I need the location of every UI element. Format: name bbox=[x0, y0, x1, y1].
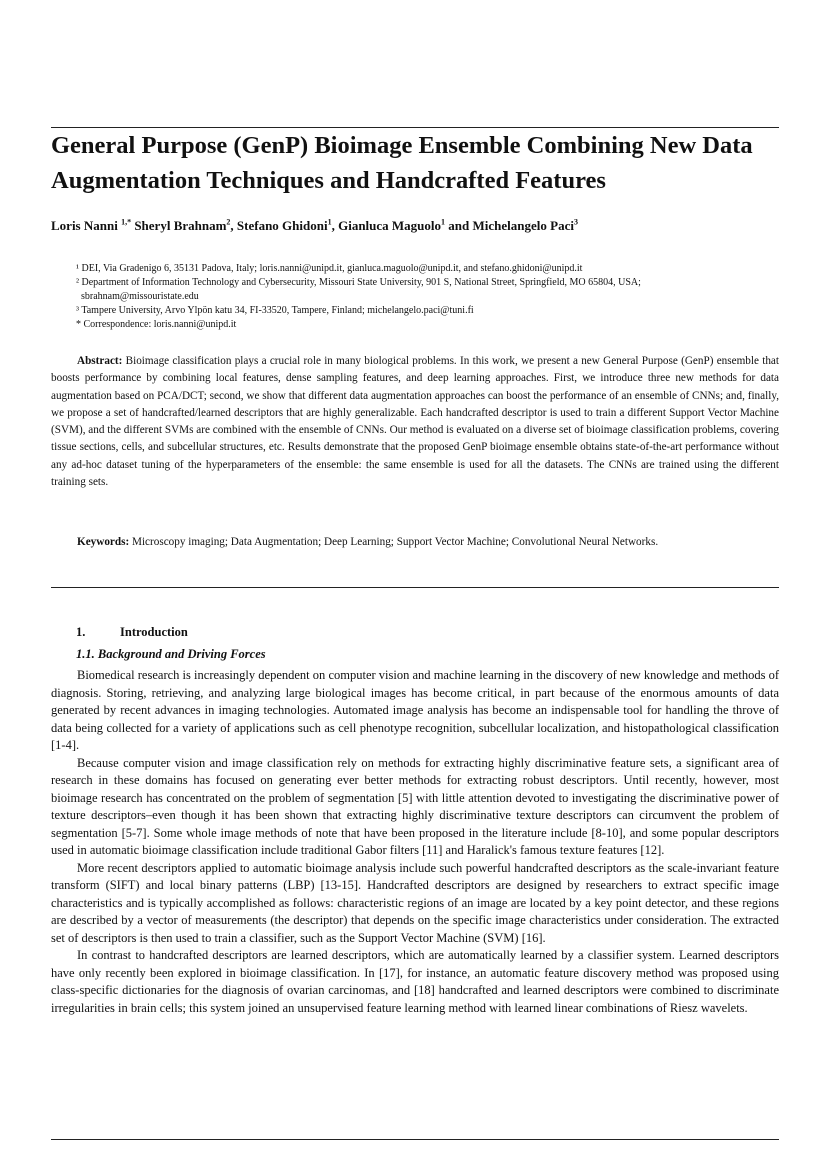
paragraph: More recent descriptors applied to automatic bioimage analysis include such powerful handcrafted descriptors as the scale-invariant feature transform (SIFT) and local binary patterns (LBP) [13-15]. Handcrafted descriptors are designed by researchers to extract specific image characteristics and is typically accomplished as follows: characteristic regions of an image are located by a key point detector, and these regions are described by a vector of measurements (the descriptor) that depends on the specific image characteristics under consideration. The extracted set of descriptors is then used to train a classifier, such as the Support Vector Machine (SVM) [16]. bbox=[51, 860, 779, 945]
section-title: Introduction bbox=[120, 625, 188, 639]
abstract bbox=[51, 353, 779, 491]
author-list: Loris Nanni $^{1,*}$ Sheryl Brahnam$^2$, Stefano Ghidoni$^1$, Gianluca Maguolo$^1$ and Michelangelo Paci$^3$ bbox=[51, 217, 578, 233]
abstract-label: Abstract: bbox=[77, 355, 123, 367]
author-affiliation-mark: 2 bbox=[226, 217, 231, 227]
bottom-rule bbox=[51, 1139, 779, 1140]
author-name: Michelangelo Paci bbox=[472, 218, 574, 233]
author-name: Stefano Ghidoni bbox=[236, 218, 328, 233]
paragraph: In contrast to handcrafted descriptors are learned descriptors, which are automatically learned by a classifier system. Learned descriptors have only recently been explored in bioimage classification. In [17], for instance, an automatic feature discovery method was proposed using class-specific dictionaries for the diagnosis of ovarian carcinomas, and [18] handcrafted and learned descriptors were combined to discriminate irregularities in brain cells; this system joined an unsupervised feature learning method with learned linear combinations of Riesz wavelets. bbox=[51, 948, 779, 1015]
affiliation-3: ³ Tampere University, Arvo Ylpön katu 34, FI-33520, Tampere, Finland; michelangelo.paci@tuni.fi bbox=[76, 305, 474, 316]
author-affiliation-mark: 1 bbox=[327, 217, 332, 227]
paper-title: General Purpose (GenP) Bioimage Ensemble Combining New Data Augmentation Techniques and Handcrafted Features bbox=[51, 132, 753, 194]
affiliation-1: ¹ DEI, Via Gradenigo 6, 35131 Padova, Italy; loris.nanni@unipd.it, gianluca.maguolo@unipd.it, and stefano.ghidoni@unipd.it bbox=[76, 263, 583, 274]
author-affiliation-mark: 3 bbox=[573, 217, 578, 227]
subsection-heading: 1.1. Background and Driving Forces bbox=[76, 647, 266, 661]
paragraph: Because computer vision and image classification rely on methods for extracting highly discriminative feature sets, a significant area of research in these domains has focused on generating ever better methods for extracting robust descriptors. Until recently, however, most bioimage research has concentrated on the problem of segmentation [5] with little attention devoted to investigating the discriminative power of texture descriptors–even though it has been shown that extracting highly discriminative texture descriptors can circumvent the problem of segmentation [5-7]. Some whole image methods of note that have been proposed in the literature include [8-10], and some popular descriptors used in automatic bioimage classification include traditional Gabor filters [11] and Haralick's famous texture features [12]. bbox=[51, 755, 779, 857]
affiliations bbox=[76, 262, 782, 332]
keywords-text: Microscopy imaging; Data Augmentation; Deep Learning; Support Vector Machine; Convolutional Neural Networks. bbox=[132, 536, 659, 548]
author-affiliation-mark: 1 bbox=[441, 217, 446, 227]
body-text bbox=[51, 667, 779, 1017]
paragraph: Biomedical research is increasingly dependent on computer vision and machine learning in the discovery of new knowledge and methods of diagnosis. Storing, retrieving, and analyzing large biological images has become critical, in part because of the enormous amounts of data generated by recent advances in imaging technologies. Automated image analysis has become an indispensable tool for handling the throve of data being collected for a variety of applications such as cell phenotype recognition, subcellular localization, and histopathological classification [1-4]. bbox=[51, 668, 779, 752]
section-number: 1. bbox=[76, 625, 86, 639]
affiliation-2-continued: sbrahnam@missouristate.edu bbox=[81, 291, 199, 302]
affiliation-2: ² Department of Information Technology and Cybersecurity, Missouri State University, 901 S, National Street, Springfield, MO 65804, USA; bbox=[76, 277, 641, 288]
author-name: Sheryl Brahnam bbox=[134, 218, 227, 233]
correspondence: * Correspondence: loris.nanni@unipd.it bbox=[76, 319, 237, 330]
section-divider bbox=[51, 587, 779, 588]
author-name: Loris Nanni bbox=[51, 218, 118, 233]
abstract-text: Bioimage classification plays a crucial role in many biological problems. In this work, we present a new General Purpose (GenP) ensemble that boosts performance by combining local features, dense sampling features, and deep learning approaches. First, we introduce three new methods for data augmentation based on PCA/DCT; second, we show that different data augmentation approaches can boost the performance of an ensemble of CNNs; and, finally, we propose a set of handcrafted/learned descriptors that are highly generalizable. Each handcrafted descriptor is used to train a different Support Vector Machine (SVM), and the different SVMs are combined with the ensemble of CNNs. Our method is evaluated on a diverse set of bioimage classification problems, covering tissue sections, cells, and subcellular structures, etc. Results demonstrate that the proposed GenP bioimage ensemble obtains state-of-the-art performance without any ad-hoc dataset tuning of the hyperparameters of the ensemble: the same ensemble is used for all the datasets. The CNNs are trained using the different training sets. bbox=[51, 355, 779, 489]
section-heading bbox=[76, 623, 188, 641]
keywords-label: Keywords: bbox=[77, 536, 130, 548]
author-name: Gianluca Maguolo bbox=[338, 218, 442, 233]
author-affiliation-mark: 1,* bbox=[121, 217, 132, 227]
keywords bbox=[51, 534, 779, 551]
